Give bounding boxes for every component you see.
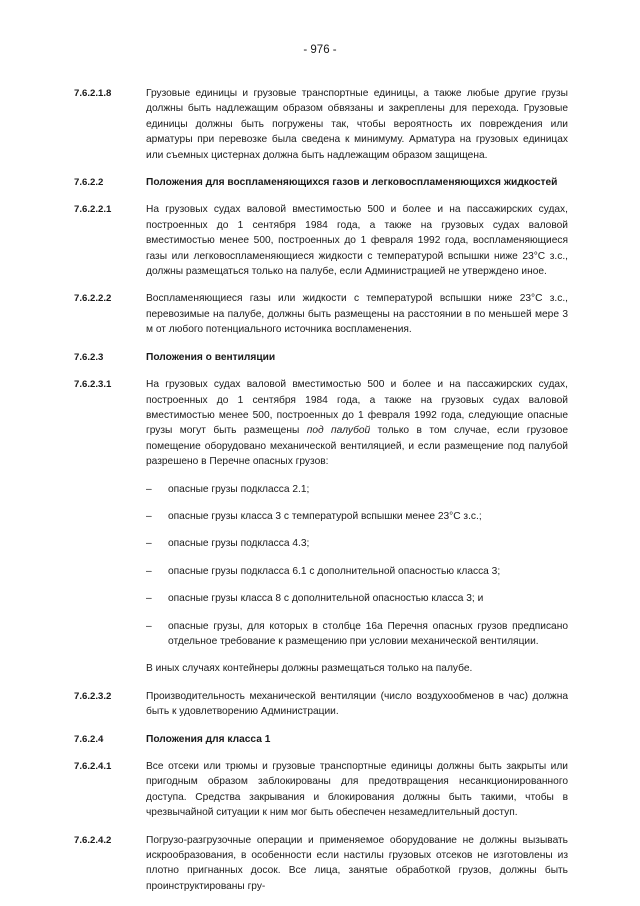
list-item-text: опасные грузы класса 3 с температурой вспышки менее 23°C з.с.;: [168, 510, 482, 522]
list-item: [146, 591, 568, 606]
list-item-text: опасные грузы подкласса 2.1;: [168, 483, 310, 495]
list-item: [146, 482, 568, 497]
dash-bullet: –: [146, 565, 152, 577]
paragraph-text: Производительность механической вентиляции (число воздухообменов в час) должна быть к удовлетворению Администрации.: [146, 690, 568, 718]
paragraph-text: [146, 377, 568, 469]
section-7-6-2-3-1: [74, 377, 568, 469]
dash-bullet: –: [146, 593, 152, 605]
section-number: 7.6.2.4.2: [74, 834, 112, 846]
paragraph-text: Погрузо-разгрузочные операции и применяемое оборудование не должны вызывать искрообразования, в особенности если настилы грузовых отсеков не изготовлены из плотно пригнанных досок. Все лица, занятые обработкой грузов, должны быть проинструктированы гру-: [146, 834, 568, 892]
paragraph-text: Воспламеняющиеся газы или жидкости с температурой вспышки ниже 23°C з.с., перевозимые на палубе, должны быть размещены на расстоянии в по меньшей мере 3 м от любого потенциального источника воспламенения.: [146, 293, 568, 336]
section-7-6-2-4-2: [74, 833, 568, 895]
section-7-6-2-3-2: [74, 689, 568, 720]
section-number: 7.6.2.1.8: [74, 88, 112, 99]
list-item: [146, 619, 568, 650]
list-item-text: опасные грузы класса 8 с дополнительной опасностью класса 3; и: [168, 593, 484, 605]
list-item: [146, 536, 568, 551]
section-number: 7.6.2.3.1: [74, 379, 112, 391]
section-number: 7.6.2.2.1: [74, 204, 112, 216]
section-heading: Положения для класса 1: [146, 733, 271, 745]
paragraph-text-part: только в том случае, если грузовое помещение оборудовано механической вентиляцией, и если размещение под палубой разрешено в Перечне опасных грузов:: [146, 425, 568, 468]
dash-bullet: –: [146, 538, 152, 550]
heading-ventilation: [74, 350, 568, 365]
document-body: [74, 86, 568, 906]
section-7-6-2-4-1: [74, 759, 568, 821]
section-7-6-2-2-2: [74, 291, 568, 337]
section-number: 7.6.2.3: [74, 351, 104, 363]
section-number: 7.6.2.4.1: [74, 761, 112, 772]
dash-bullet: –: [146, 483, 152, 495]
list-item-text: опасные грузы, для которых в столбце 16а Перечня опасных грузов предписано отдельное требование к размещению при условии механической вентиляции.: [168, 620, 568, 647]
ventilation-note: В иных случаях контейнеры должны размещаться только на палубе.: [146, 663, 473, 675]
section-7-6-2-1-8: [74, 86, 568, 163]
section-heading: Положения для воспламеняющихся газов и легковоспламеняющихся жидкостей: [146, 177, 558, 189]
section-number: 7.6.2.4: [74, 733, 104, 745]
section-number: 7.6.2.2: [74, 177, 104, 189]
paragraph-text: На грузовых судах валовой вместимостью 500 и более и на пассажирских судах, построенных до 1 сентября 1984 года, а также на грузовых судах валовой вместимостью менее 500, построенных до 1 февраля 1992 года, воспламеняющиеся газы или легковоспламеняющиеся жидкости с температурой вспышки ниже 23°C з.с., должны размещаться только на палубе, если Администрацией не утверждено иное.: [146, 204, 568, 278]
dash-bullet: –: [146, 620, 152, 632]
paragraph-text: Грузовые единицы и грузовые транспортные единицы, а также любые другие грузы должны быть надлежащим образом обвязаны и закреплены для перехода. Грузовые единицы должны быть погружены так, чтобы вероятность их повреждения или арматуры при перевозке была сведена к минимуму. Арматура на грузовых единицах или съемных цистернах должна быть надлежащим образом защищена.: [146, 88, 568, 161]
paragraph-text: Все отсеки или трюмы и грузовые транспортные единицы должны быть закрыты или пригодным образом заблокированы для предотвращения несанкционированного доступа. Средства закрывания и блокирования должны быть такими, чтобы в чрезвычайной ситуации к ним мог быть обеспечен незамедлительный доступ.: [146, 761, 568, 819]
list-item-text: опасные грузы подкласса 6.1 с дополнительной опасностью класса 3;: [168, 565, 501, 577]
list-item: [146, 509, 568, 524]
section-number: 7.6.2.3.2: [74, 690, 112, 702]
list-item-text: опасные грузы подкласса 4.3;: [168, 538, 310, 550]
italic-emphasis: под палубой: [306, 425, 371, 437]
section-number: 7.6.2.2.2: [74, 293, 112, 305]
paragraph-text-part: На грузовых судах валовой вместимостью 500 и более и на пассажирских судах, построенных до 1 сентября 1984 года, а также на грузовых судах валовой вместимостью менее 500, построенных до 1 февраля 1992 года, следующие опасные грузы могут быть размещены: [146, 379, 568, 437]
dangerous-goods-list: [146, 482, 568, 650]
list-item: [146, 564, 568, 579]
section-heading: Положения о вентиляции: [146, 351, 276, 363]
heading-class-1: [74, 732, 568, 747]
dash-bullet: –: [146, 510, 152, 522]
heading-flammable-gases-liquids: [74, 175, 568, 190]
page-number: - 976 -: [303, 44, 337, 56]
section-7-6-2-2-1: [74, 202, 568, 279]
